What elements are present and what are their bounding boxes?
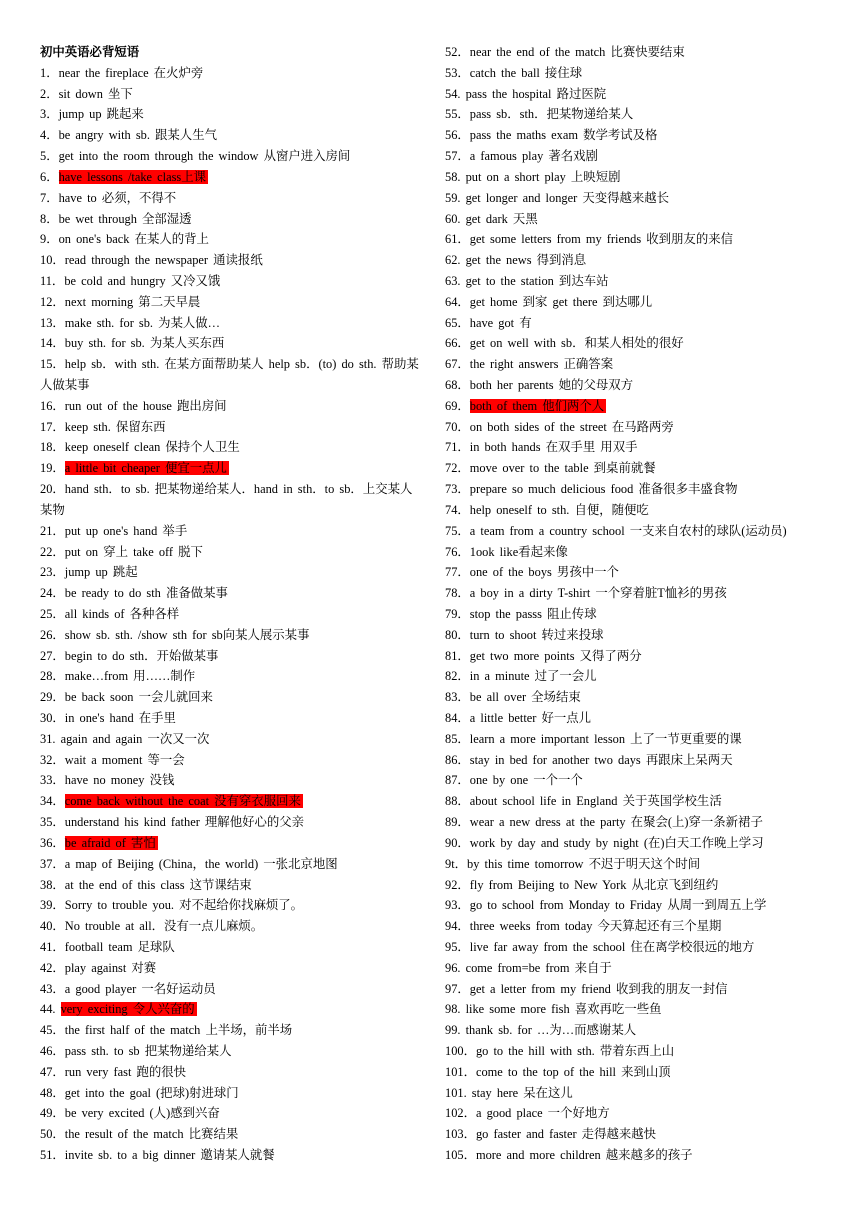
- highlighted-phrase: be afraid of 害怕: [64, 835, 156, 850]
- phrase-item: [40, 999, 420, 1020]
- phrase-item: 102．a good place 一个好地方: [445, 1106, 610, 1121]
- right-column: [445, 42, 840, 1166]
- phrase-item: 27．begin to do sth．开始做某事: [40, 648, 219, 663]
- phrase-item: 65．have got 有: [445, 315, 532, 330]
- phrase-item: 67．the right answers 正确答案: [445, 357, 614, 372]
- phrase-item: 24．be ready to do sth 准备做某事: [40, 586, 228, 601]
- highlighted-phrase: have lessons /take class上课: [58, 169, 207, 184]
- phrase-item: 83．be all over 全场结束: [445, 690, 581, 705]
- highlighted-phrase: come back without the coat 没有穿衣服回来: [64, 794, 301, 809]
- phrase-item: 75．a team from a country school 一支来自农村的球队(运动员): [445, 523, 787, 538]
- phrase-number: 34．: [40, 794, 65, 809]
- phrase-item: 94．three weeks from today 今天算起还有三个星期: [445, 919, 722, 934]
- phrase-item: 28．make…from 用……制作: [40, 669, 196, 684]
- phrase-item: 3．jump up 跳起来: [40, 107, 144, 122]
- document-title: 初中英语必背短语: [40, 45, 140, 59]
- highlighted-phrase: both of them 他们两个人: [469, 398, 605, 413]
- phrase-item: 11．be cold and hungry 又冷又饿: [40, 273, 221, 288]
- phrase-item: 68．both her parents 她的父母双方: [445, 378, 634, 392]
- phrase-item: 18．keep oneself clean 保持个人卫生: [40, 440, 240, 455]
- phrase-item: 86．stay in bed for another two days 再跟床上呆两天: [445, 752, 733, 767]
- phrase-item: 47．run very fast 跑的很快: [40, 1064, 187, 1079]
- phrase-item: 80．turn to shoot 转过来投球: [445, 627, 604, 642]
- phrase-item: 101．come to the top of the hill 来到山顶: [445, 1064, 671, 1079]
- phrase-item: 9．on one's back 在某人的背上: [40, 232, 209, 247]
- phrase-item: 9t．by this time tomorrow 不迟于明天这个时间: [445, 856, 701, 871]
- phrase-item: 53．catch the ball 接住球: [445, 65, 583, 80]
- phrase-item: 97．get a letter from my friend 收到我的朋友一封信: [445, 981, 728, 996]
- phrase-item: 25．all kinds of 各种各样: [40, 606, 180, 621]
- phrase-item: 95．live far away from the school 住在离学校很远的地方: [445, 939, 755, 954]
- phrase-item: 54. pass the hospital 路过医院: [445, 86, 607, 101]
- phrase-item: 46．pass sth. to sb 把某物递给某人: [40, 1044, 232, 1058]
- phrase-item: 42．play against 对赛: [40, 960, 157, 975]
- phrase-item: 77．one of the boys 男孩中一个: [445, 565, 619, 580]
- phrase-item: 90．work by day and study by night (在)白天工作晚上学习: [445, 835, 764, 850]
- phrase-item: 22．put on 穿上 take off 脱下: [40, 544, 203, 559]
- phrase-item: 51．invite sb. to a big dinner 邀请某人就餐: [40, 1148, 275, 1163]
- phrase-item: 59. get longer and longer 天变得越来越长: [445, 190, 670, 205]
- phrase-item: 58. put on a short play 上映短剧: [445, 169, 621, 184]
- phrase-item: 7．have to 必须，不得不: [40, 190, 177, 205]
- phrase-item: 35．understand his kind father 理解他好心的父亲: [40, 815, 305, 830]
- phrase-item: 73．prepare so much delicious food 准备很多丰盛食物: [445, 482, 738, 497]
- phrase-item: 82．in a minute 过了一会儿: [445, 669, 597, 684]
- phrase-item: 32．wait a moment 等一会: [40, 752, 185, 767]
- phrase-item: 103．go faster and faster 走得越来越快: [445, 1127, 657, 1142]
- phrase-item: 101. stay here 呆在这儿: [445, 1085, 573, 1100]
- phrase-item: [40, 167, 420, 188]
- phrase-item: 26．show sb. sth. /show sth for sb向某人展示某事: [40, 627, 310, 642]
- phrase-item: 14．buy sth. for sb. 为某人买东西: [40, 336, 225, 351]
- phrase-item: 84．a little better 好一点儿: [445, 711, 592, 725]
- phrase-item: 10．read through the newspaper 通读报纸: [40, 253, 263, 268]
- phrase-item: [445, 396, 840, 417]
- phrase-item: 23．jump up 跳起: [40, 565, 138, 580]
- phrase-item: 93．go to school from Monday to Friday 从周一到周五上学: [445, 898, 767, 913]
- phrase-number: 44.: [40, 1002, 61, 1017]
- phrase-item: 12．next morning 第二天早晨: [40, 294, 201, 309]
- phrase-item: 13．make sth. for sb. 为某人做…: [40, 315, 221, 330]
- phrase-item: 96. come from=be from 来自于: [445, 960, 612, 975]
- phrase-item: 85．learn a more important lesson 上了一节更重要的课: [445, 731, 742, 746]
- phrase-item: 40．No trouble at all．没有一点儿麻烦。: [40, 919, 264, 934]
- phrase-item: 56．pass the maths exam 数学考试及格: [445, 128, 658, 143]
- phrase-item: 100．go to the hill with sth. 带着东西上山: [445, 1044, 675, 1058]
- phrase-item: 87．one by one 一个一个: [445, 773, 583, 788]
- phrase-item: 74．help oneself to sth. 自便，随便吃: [445, 502, 649, 517]
- phrase-item: 16．run out of the house 跑出房间: [40, 398, 227, 413]
- phrase-item: 33．have no money 没钱: [40, 773, 175, 788]
- phrase-number: 36．: [40, 835, 65, 850]
- phrase-item: 60. get dark 天黑: [445, 211, 538, 226]
- phrase-item: 99. thank sb. for …为…而感谢某人: [445, 1023, 637, 1038]
- phrase-item: 30．in one's hand 在手里: [40, 711, 176, 725]
- phrase-item: 66．get on well with sb．和某人相处的很好: [445, 336, 684, 351]
- phrase-item: 55．pass sb．sth．把某物递给某人: [445, 107, 634, 122]
- phrase-item: 2．sit down 坐下: [40, 86, 133, 101]
- phrase-item: 49．be very excited (人)感到兴奋: [40, 1106, 220, 1121]
- phrase-number: 19．: [40, 461, 65, 476]
- phrase-item: 31. again and again 一次又一次: [40, 731, 210, 746]
- phrase-number: 69．: [445, 398, 470, 413]
- phrase-item: 39．Sorry to trouble you. 对不起给你找麻烦了。: [40, 898, 304, 913]
- phrase-item: 8．be wet through 全部湿透: [40, 211, 192, 226]
- phrase-item: 38．at the end of this class 这节课结束: [40, 877, 252, 892]
- phrase-item: 98. like some more fish 喜欢再吃一些鱼: [445, 1002, 662, 1017]
- phrase-item: 52．near the end of the match 比赛快要结束: [445, 45, 685, 59]
- phrase-item: 48．get into the goal (把球)射进球门: [40, 1085, 239, 1100]
- phrase-item: 37．a map of Beijing (China，the world) 一张北京地图: [40, 856, 338, 871]
- phrase-item: 21．put up one's hand 举手: [40, 523, 188, 538]
- phrase-item: 105．more and more children 越来越多的孩子: [445, 1148, 693, 1163]
- phrase-item: 15．help sb．with sth. 在某方面帮助某人 help sb．(to) do sth. 帮助某人做某事: [40, 357, 419, 392]
- phrase-item: 1．near the fireplace 在火炉旁: [40, 65, 204, 80]
- phrase-item: 78．a boy in a dirty T-shirt 一个穿着脏T恤衫的男孩: [445, 586, 727, 601]
- phrase-item: 63. get to the station 到达车站: [445, 273, 609, 288]
- phrase-item: 50．the result of the match 比赛结果: [40, 1127, 239, 1142]
- phrase-item: 20．hand sth．to sb. 把某物递给某人．hand in sth．to sb．上交某人某物: [40, 482, 413, 517]
- phrase-number: 6．: [40, 169, 59, 184]
- phrase-item: 29．be back soon 一会儿就回来: [40, 690, 213, 705]
- phrase-item: 88．about school life in England 关于英国学校生活: [445, 794, 722, 809]
- highlighted-phrase: very exciting 令人兴奋的: [60, 1002, 195, 1017]
- highlighted-phrase: a little bit cheaper 便宜一点儿: [64, 461, 227, 476]
- phrase-item: 43．a good player 一名好运动员: [40, 981, 216, 996]
- phrase-item: 70．on both sides of the street 在马路两旁: [445, 419, 674, 434]
- phrase-item: 5．get into the room through the window 从窗户进入房间: [40, 149, 351, 164]
- phrase-item: 92．fly from Beijing to New York 从北京飞到纽约: [445, 877, 719, 892]
- phrase-item: 57．a famous play 著名戏剧: [445, 149, 598, 164]
- phrase-item: 81．get two more points 又得了两分: [445, 648, 642, 663]
- phrase-item: 17．keep sth. 保留东西: [40, 419, 166, 434]
- phrase-item: 62. get the news 得到消息: [445, 253, 587, 268]
- phrase-item: [40, 458, 420, 479]
- phrase-item: 61．get some letters from my friends 收到朋友的来信: [445, 232, 733, 247]
- phrase-item: [40, 833, 420, 854]
- phrase-item: [40, 791, 420, 812]
- phrase-item: 4．be angry with sb. 跟某人生气: [40, 128, 217, 143]
- phrase-item: 41．football team 足球队: [40, 939, 175, 954]
- phrase-item: 45．the first half of the match 上半场，前半场: [40, 1023, 293, 1038]
- phrase-item: 72．move over to the table 到桌前就餐: [445, 461, 656, 476]
- left-column: [40, 42, 420, 1166]
- phrase-item: 71．in both hands 在双手里 用双手: [445, 440, 638, 455]
- phrase-item: 64．get home 到家 get there 到达哪儿: [445, 294, 653, 309]
- phrase-item: 79．stop the passs 阻止传球: [445, 606, 597, 621]
- phrase-item: 76．1ook like看起来像: [445, 544, 568, 559]
- phrase-item: 89．wear a new dress at the party 在聚会(上)穿一条新裙子: [445, 815, 763, 830]
